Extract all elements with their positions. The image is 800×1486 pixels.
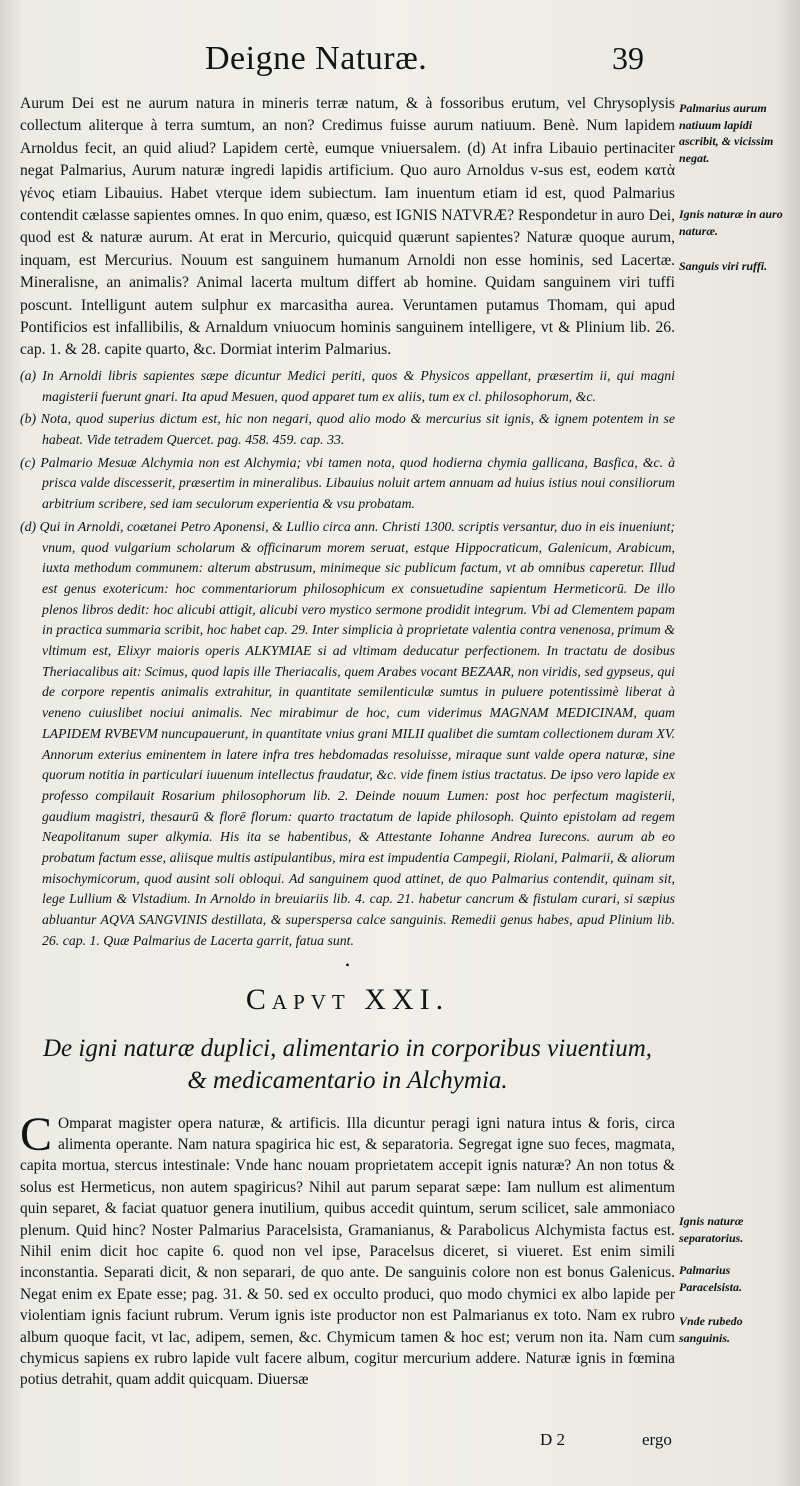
footnote-a: (a) In Arnoldi libris sapientes sæpe dicuntur Medici periti, quos & Physicos appellant, præsertim ii, qui magni magisterii fuerunt gnari. Ita apud Mesuen, quod apparet tum ex aliis, tum ex cl. philosophorum, &c. — [20, 367, 675, 404]
chapter-subtitle — [20, 1033, 675, 1097]
chapter-subtitle-line2: & medicamentario in Alchymia. — [187, 1066, 508, 1094]
footnote-b: (b) Nota, quod superius dictum est, hic non negari, quod alio modo & mercurius sit ignis, & ignem potentem in se habeat. Vide tetradem Quercet. pag. 458. 459. cap. 33. — [20, 411, 675, 447]
running-head — [0, 34, 800, 84]
page-number: 39 — [612, 40, 644, 76]
signature-mark: D 2 — [540, 1430, 566, 1449]
footnotes — [20, 366, 675, 952]
margin-note-palmarius-aurum: Palmarius aurum natiuum lapidi ascribit, & vicissim negat. — [679, 101, 774, 165]
margin-note-ignis-naturae: Ignis naturæ in auro naturæ. — [679, 207, 783, 238]
footnote-c: (c) Palmario Mesuæ Alchymia non est Alchymia; vbi tamen nota, quod hodierna chymia gallicana, Basfica, &c. à prisca valde discesserit, præsertim in mineralibus. Libauius noluit artem annuam ad huius istius noui consiliorum arbitrium scribere, sed iam seculorum experientia & vsu probatam. — [20, 454, 675, 512]
chapter-subtitle-line1: De igni naturæ duplici, alimentario in corporibus viuentium, — [43, 1034, 652, 1062]
page-footer — [0, 1430, 800, 1454]
body-paragraph: Aurum Dei est ne aurum natura in mineris terræ natum, & à fossoribus erutum, vel Chrysoplysis collectum aliterque à terra sumtum, an non? Credimus fuisse aurum natiuum. Benè. Num lapidem Arnoldus fecit, an quid aliud? Lapidem certè, eumque vniuersalem. (d) At infra Libauio pertinaciter negat Palmarius, Aurum naturæ ingredi lapidis artificium. Quo auro Arnoldus v-sus est, eodem κατὰ γένος etiam Libauius. Habet vterque idem subiectum. Iam inuentum etiam id est, quod Palmarius contendit cælasse sapientes omnes. In quo enim, quæso, est IGNIS NATVRÆ? Respondetur in auro Dei, quod est & naturæ aurum. At erat in Mercurio, quicquid quærunt sapientes? Naturæ quoque aurum, inquam, est Mercurius. Nouum est sanguinem humanum Arnoldi non esse hominis, sed Lacertæ. Mineralisne, an animalis? Animal lacerta multum differt ab homine. Quidam sanguinem viri tuffi poscunt. Intelligunt autem sulphur ex marcasitha aurea. Veruntamen putamus Thomam, qui apud Pontificios est infallibilis, & Arnaldum vniuocum hominis sanguinem intelligere, vt & Plinium lib. 26. cap. 1. & 28. capite quarto, &c. Dormiat interim Palmarius. — [20, 95, 675, 359]
chapter-paragraph-text: Omparat magister opera naturæ, & artificis. Illa dicuntur peragi igni natura intus & foris, circa alimenta operante. Nam natura spagirica hic est, & separatoria. Segregat igne suo feces, magmata, capita mortua, stercus intestinale: Vnde hanc nouam proprietatem accepit ignis naturæ? An non totus & solus est Hermeticus, non autem spagiricus? Nihil aut parum separat sæpe: Iam nullum est alimentum quin separet, & faciat quatuor genera inutilium, quibus accedit quintum, serum scilicet, sale ammoniaco plenum. Quid hinc? Noster Palmarius Paracelsista, Gramanianus, & Parabolicus Alchymista factus est. Nihil enim dicit hoc capite 6. quod non vel ipse, Paracelsus diceret, si viueret. Est enim simili inconstantia. Separati dicit, & non separari, de quo ante. De sanguinis colore non est bonus Galenicus. Negat enim ex Epate esse; pag. 31. & 50. sed ex occulto produci, quo modo chymici ex albo lapide per violentiam ignis faciunt rubrum. Verum ignis iste productor non est Palmarianus ex toto. Nam ex rubro album quoque facit, vt lac, adipem, semen, &c. Chymicum tamen & hoc est; verum non ita. Nam cum chymicus sapiens ex rubro lapide vult facere album, cogitur mercurium addere. Naturæ ignis in fœmina potius detrahit, quam addit quicquam. Diuersæ — [20, 1114, 675, 1389]
catchword: ergo — [642, 1430, 672, 1449]
chapter-paragraph — [20, 1107, 675, 1391]
margin-note-palmarius-paracelsista: Palmarius Paracelsista. — [679, 1263, 742, 1294]
margin-note-sanguis: Sanguis viri ruffi. — [679, 259, 768, 273]
margin-note-ignis-separatorius: Ignis naturæ separatorius. — [679, 1214, 744, 1245]
drop-cap: C — [20, 1107, 53, 1161]
ornament-dot: • — [345, 957, 350, 972]
running-title: Deigne Naturæ. — [205, 40, 428, 77]
chapter-title: Capvt XXI. — [245, 982, 450, 1016]
main-text-block — [20, 93, 675, 1391]
footnote-d: (d) Qui in Arnoldi, coætanei Petro Aponensi, & Lullio circa ann. Christi 1300. scriptis versantur, duo in eis inueniunt; vnum, quod vulgarium scholarum & officinarum morem seruat, estque Hippocraticum, Galenicum, Arabicum, iuxta methodum communem: alterum abstrusum, minimeque sic publicum factum, vt ab omnibus caperetur. Illud est genus exotericum: hoc commentariorum philosophicum ex consuetudine sapientum Hermeticorū. De illo plenos libros dedit: hoc alicubi attigit, alicubi vero mystico sermone prodidit integrum. Vbi ad Clementem papam in practica summaria scribit, hoc habet cap. 29. Inter simplicia à proprietate valentia contra venenosa, primum & vltimum est, Elixyr maioris operis ALKYMIAE si ad vltimam deducatur perfectionem. In tractatu de dosibus Theriacalibus ait: Scimus, quod lapis ille Theriacalis, quem Arabes vocant BEZAAR, non viridis, sed gypseus, qui de corpore repentis animalis extrahitur, in quantitate semilenticulæ sumtus in puluere potentissimè liberat à veneno cuiuslibet nociui animalis. Nec mirabimur de hoc, cum viderimus MAGNAM MEDICINAM, quam LAPIDEM RVBEVM nuncupauerunt, in quantitate vnius grani MILII qualibet die sumtam collectionem duram XV. Annorum exterius eminentem in latere infra tres hebdomadas resoluisse, miraque sunt valde opera naturæ, sine quorum notitia in particulari iuuenum intellectus fraudatur, &c. vide finem istius tractatus. De ipso vero lapide ex professo compilauit Rosarium philosophorum lib. 2. Deinde nouum Lumen: post hoc perfectum magisterii, gaudium magistri, thesaurū & florē florum: quarto tractatum de lapide philosoph. Quinto epistolam ad regem Neapolitanum super alkymia. His ita se habentibus, & Attestante Iohanne Andrea Iurecons. aurum ab eo probatum factum esse, aliisque multis astipulantibus, mira est impudentia Campegii, Riolani, Palmarii, & aliorum misochymicorum, quod ausint soli obloqui. Ad sanguinem quod attinet, de quo Palmarius contendit, quinam sit, lege Lullium & Vlstadium. In Arnoldo in breuiariis lib. 4. cap. 21. habetur cancrum & fistulam curari, si sæpius abluantur AQVA SANGVINIS destillata, & superspersa calce sanguinis. Remedii genus habes, apud Plinium lib. 26. cap. 1. Quæ Palmarius de Lacerta garrit, fatua sunt. — [20, 518, 675, 948]
margin-note-rubedo: Vnde rubedo sanguinis. — [679, 1314, 743, 1345]
